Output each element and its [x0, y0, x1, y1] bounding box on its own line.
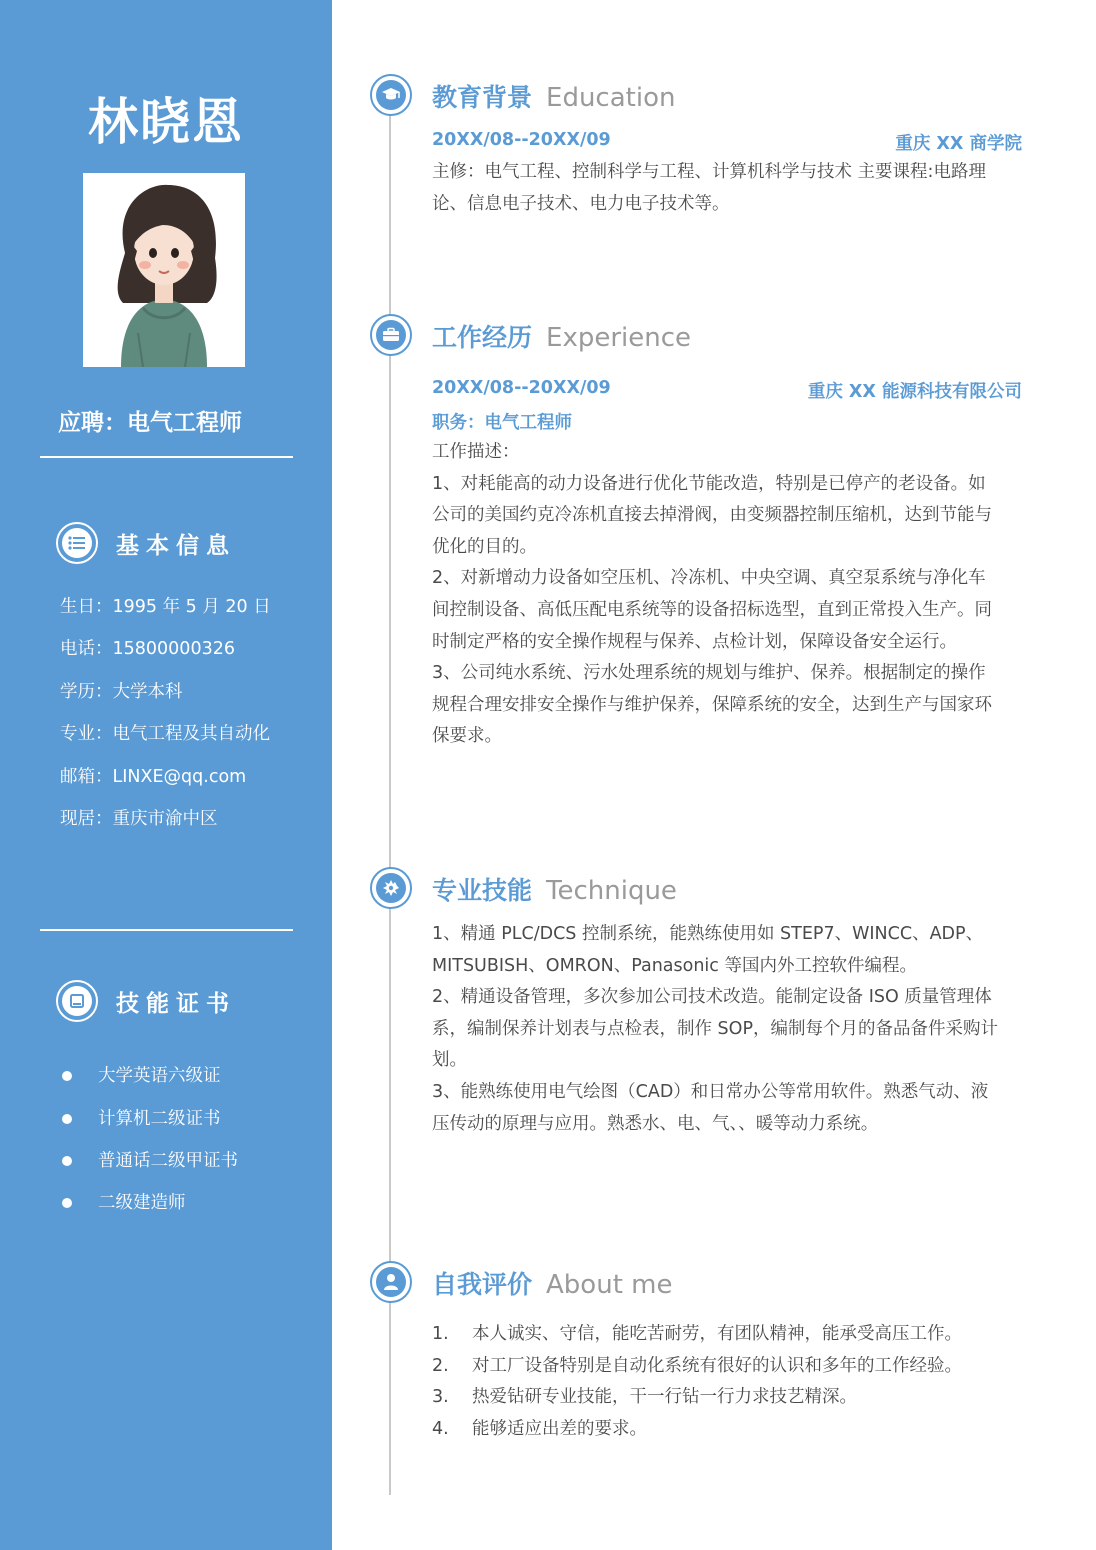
text-line: 2、精通设备管理，多次参加公司技术改造。能制定设备 ISO 质量管理体 — [432, 987, 992, 1008]
experience-position: 职务：电气工程师 — [432, 413, 572, 433]
sidebar-divider — [40, 456, 293, 458]
text-line: 1、精通 PLC/DCS 控制系统，能熟练使用如 STEP7、WINCC、ADP、 — [432, 924, 984, 944]
education-school: 重庆 XX 商学院 — [895, 134, 1022, 154]
bullet-icon — [62, 1156, 72, 1166]
skills-heading — [432, 871, 677, 907]
list-item — [60, 1097, 238, 1139]
text-line: MITSUBISH、OMRON、Panasonic 等国内外工控软件编程。 — [432, 955, 917, 976]
education-title-zh: 教育背景 — [432, 83, 533, 112]
experience-heading — [432, 318, 691, 354]
certificate-label: 普通话二级甲证书 — [98, 1150, 238, 1171]
about-heading — [432, 1265, 672, 1301]
sidebar — [0, 0, 332, 1550]
list-item — [432, 1382, 962, 1414]
info-major: 专业：电气工程及其自动化 — [60, 724, 270, 745]
experience-company: 重庆 XX 能源科技有限公司 — [807, 382, 1022, 402]
text-line: 3、公司纯水系统、污水处理系统的规划与维护、保养。根据制定的操作 — [432, 663, 986, 684]
experience-description — [432, 437, 1026, 753]
list-item — [432, 1414, 962, 1446]
item-text: 本人诚实、守信，能吃苦耐劳，有团队精神，能承受高压工作。 — [472, 1324, 962, 1344]
certificate-label: 计算机二级证书 — [98, 1108, 221, 1129]
experience-period: 20XX/08--20XX/09 — [432, 378, 611, 398]
text-line: 规程合理安排安全操作与维护保养，保障系统的安全，达到生产与国家环 — [432, 694, 992, 715]
item-number: 2. — [432, 1355, 449, 1376]
basic-info-list — [60, 592, 271, 846]
skills-description — [432, 919, 1026, 1140]
basic-info-title: 基本信息 — [116, 532, 236, 559]
info-birthday: 生日：1995 年 5 月 20 日 — [60, 597, 271, 617]
item-text: 能够适应出差的要求。 — [472, 1418, 647, 1439]
item-text: 对工厂设备特别是自动化系统有很好的认识和多年的工作经验。 — [472, 1355, 962, 1376]
info-residence: 现居：重庆市渝中区 — [60, 808, 218, 829]
info-email: 邮箱：LINXE@qq.com — [60, 766, 247, 787]
applied-position: 应聘：电气工程师 — [58, 410, 242, 436]
education-description — [432, 157, 1026, 220]
bullet-icon — [62, 1198, 72, 1208]
education-period: 20XX/08--20XX/09 — [432, 130, 611, 150]
briefcase-icon — [370, 314, 412, 356]
text-line: 3、能熟练使用电气绘图（CAD）和日常办公等常用软件。熟悉气动、液 — [432, 1081, 989, 1102]
education-heading — [432, 78, 675, 114]
user-icon — [370, 1261, 412, 1303]
item-text: 热爱钻研专业技能，干一行钻一行力求技艺精深。 — [472, 1387, 857, 1408]
about-title-en: About me — [546, 1270, 673, 1300]
avatar — [83, 173, 245, 367]
education-row — [432, 130, 1022, 155]
avatar-illustration — [83, 173, 245, 367]
text-line: 保要求。 — [432, 726, 502, 747]
list-icon — [56, 522, 98, 564]
text-line: 工作描述： — [432, 442, 520, 462]
text-line: 论、信息电子技术、电力电子技术等。 — [432, 193, 730, 214]
experience-title-en: Experience — [546, 323, 692, 353]
book-icon — [56, 980, 98, 1022]
skills-title-zh: 专业技能 — [432, 876, 533, 905]
list-item — [60, 1182, 238, 1224]
certificate-label: 大学英语六级证 — [98, 1066, 221, 1087]
text-line: 2、对新增动力设备如空压机、冷冻机、中央空调、真空泵系统与净化车 — [432, 568, 986, 589]
info-phone: 电话：15800000326 — [60, 639, 235, 660]
list-item — [432, 1351, 962, 1383]
text-line: 主修：电气工程、控制科学与工程、计算机科学与技术 主要课程:电路理 — [432, 162, 986, 182]
text-line: 压传动的原理与应用。熟悉水、电、气、、暖等动力系统。 — [432, 1113, 879, 1134]
text-line: 优化的目的。 — [432, 536, 537, 557]
list-item — [60, 1055, 238, 1097]
about-list — [432, 1319, 962, 1445]
bullet-icon — [62, 1071, 72, 1081]
text-line: 间控制设备、高低压配电系统等的设备招标选型，直到正常投入生产。同 — [432, 599, 992, 620]
item-number: 1. — [432, 1324, 449, 1344]
skills-title-en: Technique — [546, 876, 677, 906]
graduation-cap-icon — [370, 74, 412, 116]
education-title-en: Education — [546, 83, 676, 113]
experience-position-row — [432, 409, 1022, 434]
experience-row — [432, 378, 1022, 403]
certificate-label: 二级建造师 — [98, 1193, 186, 1214]
list-item — [432, 1319, 962, 1351]
text-line: 1、对耗能高的动力设备进行优化节能改造，特别是已停产的老设备。如 — [432, 473, 986, 494]
bullet-icon — [62, 1114, 72, 1124]
text-line: 时制定严格的安全操作规程与保养、点检计划，保障设备安全运行。 — [432, 631, 957, 652]
basic-info-heading — [56, 522, 236, 564]
item-number: 3. — [432, 1387, 449, 1408]
certificates-title: 技能证书 — [116, 990, 236, 1017]
item-number: 4. — [432, 1418, 449, 1439]
certificates-heading — [56, 980, 236, 1022]
info-education: 学历：大学本科 — [60, 681, 183, 702]
certificates-list — [60, 1055, 238, 1225]
puzzle-icon — [370, 867, 412, 909]
text-line: 系，编制保养计划表与点检表，制作 SOP，编制每个月的备品备件采购计 — [432, 1018, 998, 1039]
list-item — [60, 1140, 238, 1182]
text-line: 公司的美国约克冷冻机直接去掉滑阀，由变频器控制压缩机，达到节能与 — [432, 505, 992, 526]
text-line: 划。 — [432, 1050, 467, 1071]
candidate-name: 林晓恩 — [88, 93, 244, 151]
about-title-zh: 自我评价 — [432, 1270, 533, 1299]
sidebar-divider — [40, 929, 293, 931]
experience-title-zh: 工作经历 — [432, 323, 533, 352]
